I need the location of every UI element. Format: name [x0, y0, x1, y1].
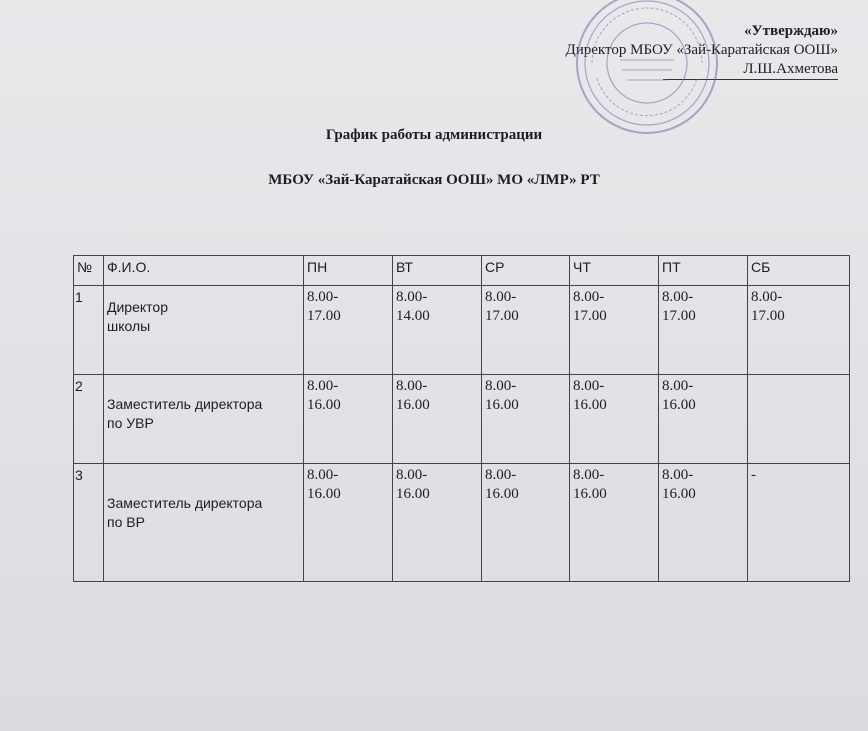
row-number: 3: [74, 464, 104, 582]
time-cell: 8.00- 16.00: [659, 375, 748, 464]
col-header-name: Ф.И.О.: [104, 256, 304, 286]
col-header-wed: СР: [482, 256, 570, 286]
table-header-row: [74, 256, 850, 286]
col-header-sat: СБ: [748, 256, 850, 286]
schedule-table: [73, 255, 850, 582]
col-header-num: №: [74, 256, 104, 286]
time-cell: [748, 375, 850, 464]
col-header-fri: ПТ: [659, 256, 748, 286]
time-cell: 8.00- 16.00: [393, 375, 482, 464]
time-cell: 8.00- 16.00: [659, 464, 748, 582]
document-title: График работы администрации: [325, 127, 543, 143]
time-cell: 8.00- 16.00: [304, 375, 393, 464]
time-cell: 8.00- 16.00: [304, 464, 393, 582]
table-row: [74, 375, 850, 464]
approval-signature-line: Л.Ш.Ахметова: [663, 60, 838, 80]
role-line: школы: [107, 318, 151, 334]
row-role: [104, 375, 304, 464]
time-cell: -: [748, 464, 850, 582]
time-cell: 8.00- 16.00: [570, 464, 659, 582]
col-header-tue: ВТ: [393, 256, 482, 286]
document-subtitle: МБОУ «Зай-Каратайская ООШ» МО «ЛМР» РТ: [268, 172, 600, 188]
time-cell: 8.00- 16.00: [393, 464, 482, 582]
row-number: 2: [74, 375, 104, 464]
time-cell: 8.00- 17.00: [482, 286, 570, 375]
role-line: Заместитель директора: [107, 396, 263, 412]
time-cell: 8.00- 17.00: [570, 286, 659, 375]
time-cell: 8.00- 17.00: [659, 286, 748, 375]
row-role: [104, 464, 304, 582]
time-cell: 8.00- 16.00: [570, 375, 659, 464]
table-row: [74, 464, 850, 582]
approval-position: Директор МБОУ «Зай-Каратайская ООШ»: [565, 42, 838, 58]
table-row: [74, 286, 850, 375]
time-cell: 8.00- 14.00: [393, 286, 482, 375]
approval-heading: «Утверждаю»: [744, 23, 838, 39]
role-line: по ВР: [107, 514, 145, 530]
role-line: по УВР: [107, 415, 154, 431]
time-cell: 8.00- 17.00: [748, 286, 850, 375]
col-header-mon: ПН: [304, 256, 393, 286]
time-cell: 8.00- 17.00: [304, 286, 393, 375]
row-role: [104, 286, 304, 375]
time-cell: 8.00- 16.00: [482, 375, 570, 464]
time-cell: 8.00- 16.00: [482, 464, 570, 582]
col-header-thu: ЧТ: [570, 256, 659, 286]
row-number: 1: [74, 286, 104, 375]
role-line: Заместитель директора: [107, 495, 263, 511]
role-line: Директор: [107, 299, 168, 315]
official-stamp-icon: [572, 0, 722, 138]
